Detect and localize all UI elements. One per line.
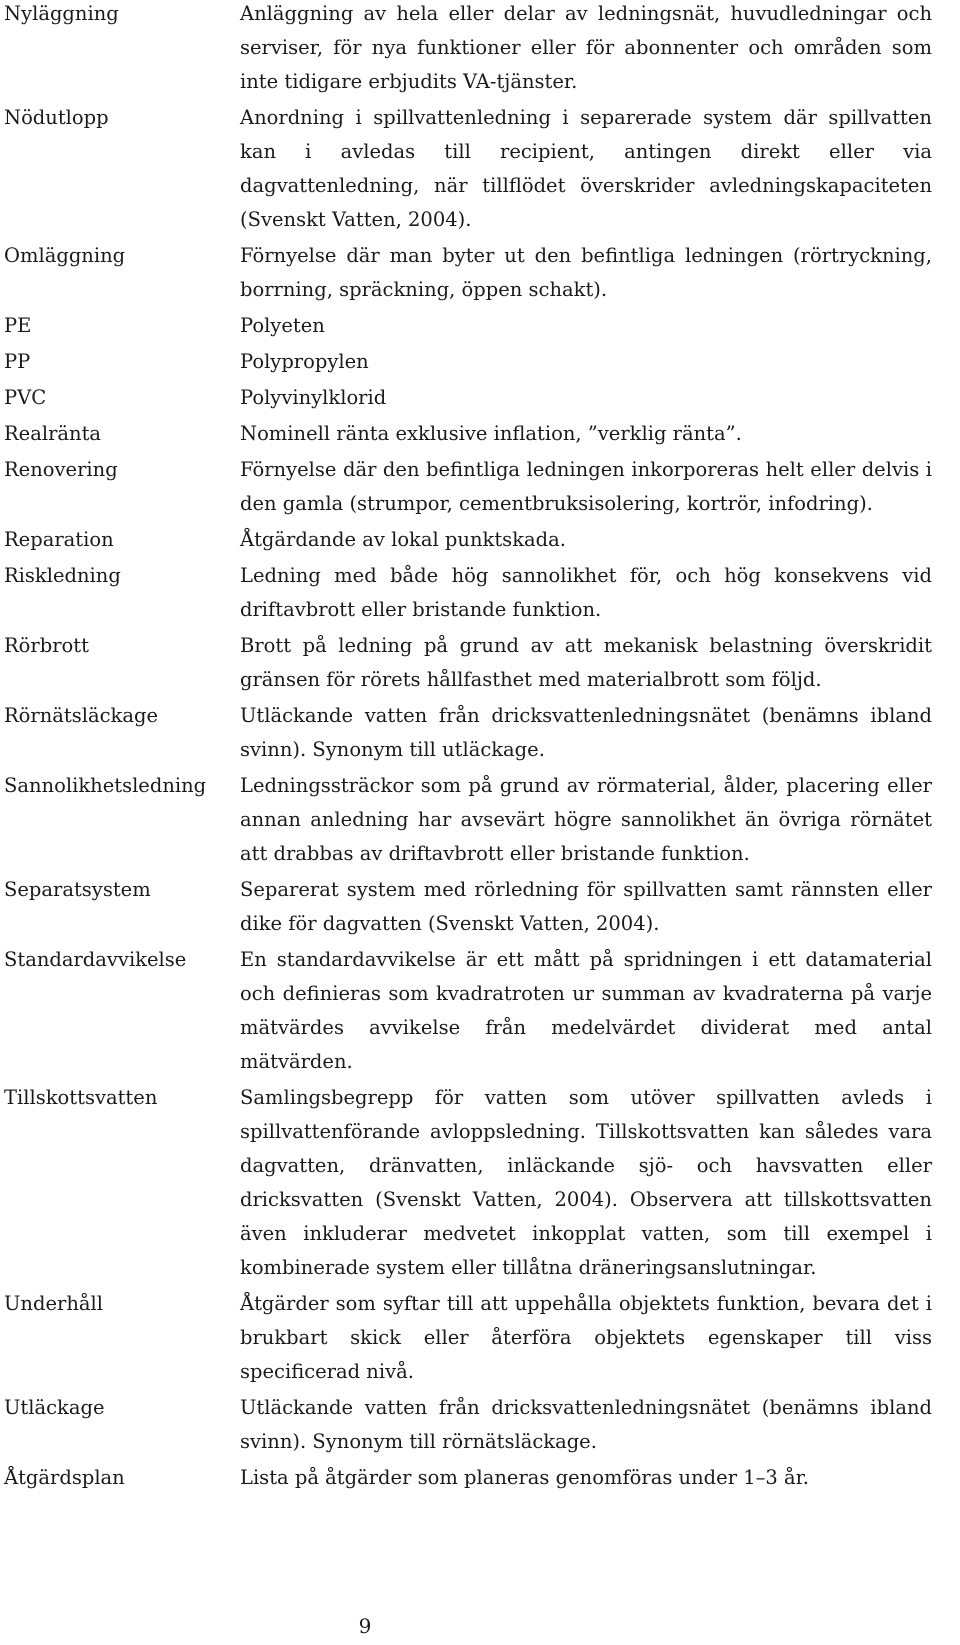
glossary-definition: Lista på åtgärder som planeras genomföras under 1–3 år. — [240, 1466, 809, 1489]
glossary-definition: Brott på ledning på grund av att mekanisk belastning överskridit gränsen för rörets hållfasthet med materialbrott som följd. — [240, 634, 932, 691]
glossary-definition: Åtgärdande av lokal punktskada. — [240, 528, 566, 551]
glossary-term: Sannolikhetsledning — [4, 774, 207, 797]
glossary-definition: Polyeten — [240, 314, 325, 337]
glossary-definition: Förnyelse där den befintliga ledningen inkorporeras helt eller delvis i den gamla (strumpor, cementbruksisolering, kortrör, infodring). — [240, 458, 932, 515]
glossary-term: Nyläggning — [4, 2, 119, 25]
glossary-definition: Nominell ränta exklusive inflation, ”verklig ränta”. — [240, 422, 742, 445]
glossary-entry — [4, 1081, 932, 1285]
glossary-term: Realränta — [4, 422, 102, 445]
glossary-entry — [4, 381, 932, 415]
glossary-entry — [4, 699, 932, 767]
glossary-term: PP — [4, 350, 31, 373]
glossary-term: Nödutlopp — [4, 106, 109, 129]
glossary-definition: Polyvinylklorid — [240, 386, 387, 409]
glossary-definition: Anordning i spillvattenledning i separerade system där spillvatten kan i avledas till recipient, antingen direkt eller via dagvattenledning, när tillflödet överskrider avledningskapaciteten (Svenskt Vatten, 2004). — [240, 106, 932, 231]
glossary-definition: Samlingsbegrepp för vatten som utöver spillvatten avleds i spillvattenförande avloppsledning. Tillskottsvatten kan således vara dagvatten, dränvatten, inläckande sjö- och havsvatten eller dricksvatten (Svenskt Vatten, 2004). Observera att tillskottsvatten även inkluderar medvetet inkopplat vatten, som till exempel i kombinerade system eller tillåtna dräneringsanslutningar. — [240, 1086, 932, 1279]
glossary-term: Standardavvikelse — [4, 948, 187, 971]
glossary-definition: Utläckande vatten från dricksvattenledningsnätet (benämns ibland svinn). Synonym till rörnätsläckage. — [240, 1396, 932, 1453]
glossary-entry — [4, 101, 932, 237]
glossary-definition: Ledningssträckor som på grund av rörmaterial, ålder, placering eller annan anledning har avsevärt högre sannolikhet än övriga rörnätet att drabbas av driftavbrott eller bristande funktion. — [240, 774, 932, 865]
glossary-term: Underhåll — [4, 1292, 103, 1315]
glossary-term: Tillskottsvatten — [4, 1086, 158, 1109]
page-number: 9 — [358, 1614, 372, 1638]
glossary-entry — [4, 873, 932, 941]
glossary-definition: Anläggning av hela eller delar av ledningsnät, huvudledningar och serviser, för nya funktioner eller för abonnenter och områden som inte tidigare erbjudits VA-tjänster. — [240, 2, 932, 93]
glossary-term: Separatsystem — [4, 878, 151, 901]
glossary-term: Rörnätsläckage — [4, 704, 159, 727]
glossary-term: PE — [4, 314, 32, 337]
glossary-definition: Åtgärder som syftar till att uppehålla objektets funktion, bevara det i brukbart skick eller återföra objektets egenskaper till viss specificerad nivå. — [240, 1292, 932, 1383]
glossary-definition: Utläckande vatten från dricksvattenledningsnätet (benämns ibland svinn). Synonym till utläckage. — [240, 704, 932, 761]
glossary-definition: Ledning med både hög sannolikhet för, och hög konsekvens vid driftavbrott eller bristande funktion. — [240, 564, 932, 621]
glossary-entry — [4, 769, 932, 871]
glossary-entry — [4, 943, 932, 1079]
glossary-term: Omläggning — [4, 244, 126, 267]
glossary-entry — [4, 523, 932, 557]
glossary-term: Utläckage — [4, 1396, 105, 1419]
glossary-term: Rörbrott — [4, 634, 89, 657]
glossary-term: PVC — [4, 386, 47, 409]
glossary-term: Åtgärdsplan — [4, 1466, 125, 1489]
glossary-entry — [4, 309, 932, 343]
glossary-entry — [4, 0, 932, 99]
glossary-term: Renovering — [4, 458, 118, 481]
glossary-entry — [4, 345, 932, 379]
glossary-entry — [4, 239, 932, 307]
glossary-entry — [4, 417, 932, 451]
glossary-definition: Separerat system med rörledning för spillvatten samt rännsten eller dike för dagvatten (Svenskt Vatten, 2004). — [240, 878, 932, 935]
glossary-entry — [4, 453, 932, 521]
glossary-entry — [4, 629, 932, 697]
glossary-term: Riskledning — [4, 564, 121, 587]
glossary-list — [4, 0, 932, 1495]
glossary-entry — [4, 1287, 932, 1389]
glossary-entry — [4, 559, 932, 627]
glossary-definition: Förnyelse där man byter ut den befintliga ledningen (rörtryckning, borrning, spräckning, öppen schakt). — [240, 244, 932, 301]
glossary-term: Reparation — [4, 528, 114, 551]
glossary-definition: En standardavvikelse är ett mått på spridningen i ett datamaterial och definieras som kvadratroten ur summan av kvadraterna på varje mätvärdes avvikelse från medelvärdet dividerat med antal mätvärden. — [240, 948, 932, 1073]
glossary-definition: Polypropylen — [240, 350, 369, 373]
glossary-entry — [4, 1461, 932, 1495]
glossary-entry — [4, 1391, 932, 1459]
